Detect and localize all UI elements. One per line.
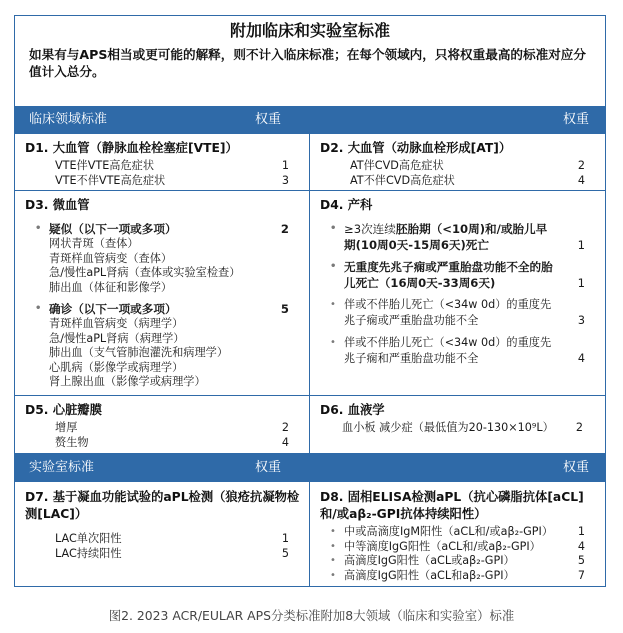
d7-title: D7. 基于凝血功能试验的aPL检测（狼疮抗凝物检测[LAC]） <box>25 490 300 521</box>
d1-title: D1. 大血管（静脉血栓栓塞症[VTE]） <box>25 141 238 155</box>
domain-d3 <box>15 191 309 396</box>
d3-suspect-label: 疑似（以下一项或多项） <box>49 222 177 236</box>
d4-row <box>320 297 597 329</box>
d1-row-weight: 3 <box>281 174 289 187</box>
d2-title: D2. 大血管（动脉血栓形成[AT]） <box>320 141 512 155</box>
d6-row <box>320 420 597 435</box>
d2-row <box>320 173 597 188</box>
clinical-header-label: 临床领域标准 <box>29 112 108 127</box>
d4-row-weight: 1 <box>577 276 585 290</box>
d3-item: 肺出血（支气管肺泡灌洗和病理学） <box>49 346 229 359</box>
d7-row-weight: 5 <box>281 547 289 560</box>
d3-item: 肾上腺出血（影像学或病理学） <box>49 375 206 388</box>
lab-header-weight-left: 权重 <box>255 460 282 475</box>
clinical-left-column <box>15 134 310 453</box>
d6-row-label: 血小板 减少症（最低值为20-130×10⁹L） <box>342 421 554 434</box>
d8-row-weight: 7 <box>577 568 585 582</box>
lab-right-column <box>310 482 605 586</box>
d4-row <box>320 221 597 253</box>
d5-row-label: 增厚 <box>55 421 78 434</box>
clinical-header-weight-left: 权重 <box>255 112 282 127</box>
d3-item: 网状青斑（查体） <box>49 237 139 250</box>
clinical-header-weight-right: 权重 <box>562 112 589 127</box>
bullet-icon: • <box>330 299 336 310</box>
d2-row-weight: 2 <box>577 159 585 172</box>
lab-left-column <box>15 482 310 586</box>
domain-d6 <box>310 396 605 453</box>
d4-row-label: 胚胎期（<10周)和/或胎儿早期(10周0天-15周6天)死亡 <box>344 222 548 252</box>
d8-row-weight: 1 <box>577 525 585 538</box>
d3-title: D3. 微血管 <box>25 198 90 212</box>
bullet-icon: • <box>35 223 42 234</box>
d5-row-weight: 2 <box>281 421 289 434</box>
d7-row-label: LAC单次阳性 <box>55 532 122 545</box>
lab-panels <box>15 482 605 586</box>
d2-row-label: AT不伴CVD高危症状 <box>350 174 455 187</box>
bullet-icon: • <box>330 261 337 272</box>
d4-row-label: 伴或不伴胎儿死亡（<34w 0d）的重度先兆子痫和严重胎盘功能不全 <box>344 336 552 365</box>
d4-row-weight: 4 <box>577 352 585 365</box>
d8-row-label: 中或高滴度IgM阳性（aCL和/或aβ₂-GPI） <box>344 525 554 538</box>
d1-row-weight: 1 <box>281 159 289 172</box>
d5-row-label: 赘生物 <box>55 436 89 449</box>
figure-caption: 图2. 2023 ACR/EULAR APS分类标准附加8大领域（临床和实验室）标准 <box>108 608 515 623</box>
bullet-icon: • <box>35 303 42 314</box>
d8-row <box>320 525 597 540</box>
intro-text: 如果有与APS相当或更可能的解释，则不计入临床标准；在每个领域内，只将权重最高的标准对应分值计入总分。 <box>29 47 586 79</box>
lab-header-weight-right: 权重 <box>562 460 589 475</box>
d3-item: 急/慢性aPL肾病（病理学） <box>49 331 185 345</box>
d7-row <box>25 546 301 561</box>
bullet-icon: • <box>330 337 336 348</box>
d8-row-label: 高滴度IgG阳性（aCL或aβ₂-GPI） <box>344 554 515 567</box>
d3-item: 心肌病（影像学或病理学） <box>49 360 184 374</box>
d3-item: 青斑样血管病变（查体） <box>49 251 173 265</box>
bullet-icon: • <box>330 555 336 566</box>
lab-header <box>15 453 605 482</box>
d7-row-label: LAC持续阳性 <box>55 547 122 560</box>
domain-d8 <box>310 482 605 586</box>
d4-row-label-prefix: ≥3次连续 <box>344 222 396 236</box>
d8-row-weight: 5 <box>577 554 585 567</box>
d7-row <box>25 531 301 546</box>
d8-row-label: 中等滴度IgG阳性（aCL和/或aβ₂-GPI） <box>344 539 541 553</box>
d2-row <box>320 158 597 173</box>
d3-item: 急/慢性aPL肾病（查体或实验室检查） <box>49 266 241 279</box>
d6-row-weight: 2 <box>575 421 583 434</box>
d1-row-label: VTE伴VTE高危症状 <box>55 159 155 172</box>
d1-row <box>25 158 301 173</box>
lab-header-label: 实验室标准 <box>29 460 95 475</box>
d3-confirm <box>25 301 301 317</box>
d8-title: D8. 固相ELISA检测aPL（抗心磷脂抗体[aCL]和/或aβ₂-GPI抗体持续阳性） <box>320 490 584 521</box>
d3-confirm-weight: 5 <box>280 302 289 316</box>
d8-row <box>320 554 597 569</box>
domain-d2 <box>310 134 605 191</box>
d5-row <box>25 435 301 450</box>
criteria-table <box>14 15 606 587</box>
bullet-icon: • <box>330 223 337 234</box>
d8-row <box>320 569 597 584</box>
d5-row <box>25 420 301 435</box>
d5-row-weight: 4 <box>281 436 289 449</box>
d4-row-weight: 1 <box>577 238 585 252</box>
domain-d5 <box>15 396 309 453</box>
d8-row <box>320 540 597 555</box>
d4-row <box>320 335 597 367</box>
d3-suspect <box>25 221 301 237</box>
clinical-panels <box>15 134 605 453</box>
d4-row-label: 伴或不伴胎儿死亡（<34w 0d）的重度先兆子痫或严重胎盘功能不全 <box>344 298 552 327</box>
bullet-icon: • <box>330 526 336 537</box>
d1-row <box>25 173 301 188</box>
bullet-icon: • <box>330 569 336 581</box>
d2-row-label: AT伴CVD高危症状 <box>350 159 444 172</box>
d3-item: 青斑样血管病变（病理学） <box>49 317 184 330</box>
d6-title: D6. 血液学 <box>320 403 385 417</box>
d7-row-weight: 1 <box>281 532 289 545</box>
d2-row-weight: 4 <box>577 174 585 187</box>
clinical-right-column <box>310 134 605 453</box>
d5-title: D5. 心脏瓣膜 <box>25 403 102 417</box>
d3-item: 肺出血（体征和影像学） <box>49 280 173 294</box>
table-title: 附加临床和实验室标准 <box>229 21 390 40</box>
d3-suspect-weight: 2 <box>280 222 289 236</box>
d4-title: D4. 产科 <box>320 198 373 212</box>
domain-d7 <box>15 482 309 586</box>
domain-d1 <box>15 134 309 191</box>
d4-row-weight: 3 <box>577 314 585 327</box>
bullet-icon: • <box>330 540 336 552</box>
d8-row-weight: 4 <box>577 539 585 553</box>
d1-row-label: VTE不伴VTE高危症状 <box>55 174 166 187</box>
d4-row-label: 无重度先兆子痫或严重胎盘功能不全的胎儿死亡（16周0天-33周6天) <box>344 260 553 290</box>
d8-row-label: 高滴度IgG阳性（aCL和aβ₂-GPI） <box>344 568 515 582</box>
d4-row <box>320 259 597 291</box>
domain-d4 <box>310 191 605 396</box>
clinical-header <box>15 106 605 134</box>
d3-confirm-label: 确诊（以下一项或多项） <box>49 302 177 316</box>
